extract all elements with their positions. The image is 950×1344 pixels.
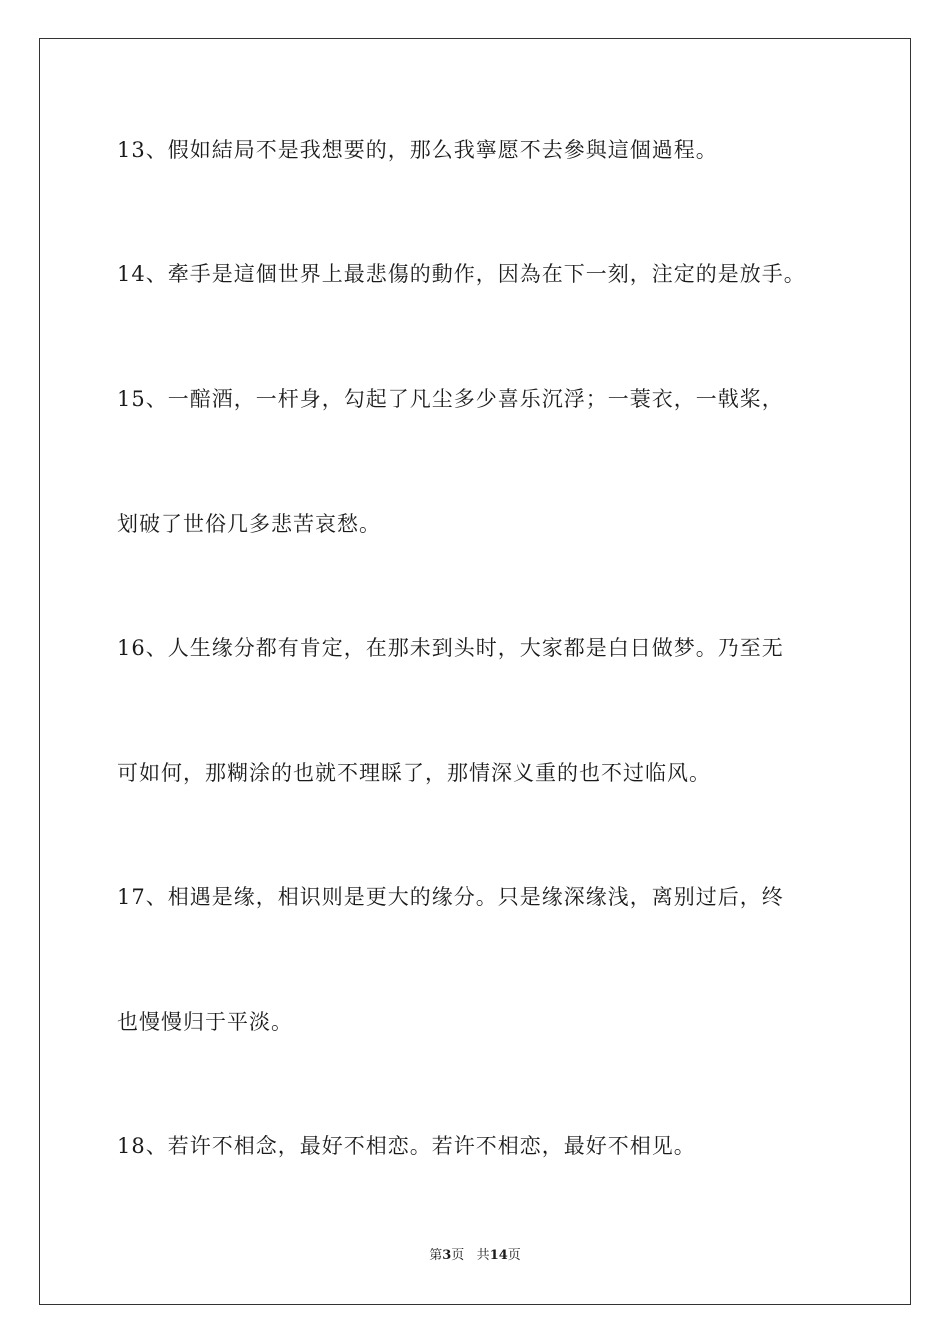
text-line-3: 15、一醅酒，一杆身，勾起了凡尘多少喜乐沉浮；一蓑衣，一戟桨， — [117, 387, 784, 411]
page-prefix: 第 — [429, 1248, 443, 1263]
text-line-2: 14、牽手是這個世界上最悲傷的動作，因為在下一刻，注定的是放手。 — [117, 262, 806, 286]
page-footer — [0, 1247, 950, 1265]
text-line-1: 13、假如結局不是我想要的，那么我寧愿不去參與這個過程。 — [117, 138, 718, 162]
total-pages: 14 — [489, 1248, 508, 1263]
text-line-6: 可如何，那糊涂的也就不理睬了，那情深义重的也不过临风。 — [117, 761, 711, 785]
text-line-8: 也慢慢归于平淡。 — [117, 1010, 293, 1034]
total-suffix: 页 — [507, 1248, 521, 1263]
page-number: 3 — [442, 1248, 452, 1263]
page-border — [39, 38, 911, 1305]
page-suffix: 页 — [451, 1248, 465, 1263]
text-line-5: 16、人生缘分都有肯定，在那未到头时，大家都是白日做梦。乃至无 — [117, 636, 784, 660]
text-line-4: 划破了世俗几多悲苦哀愁。 — [117, 512, 381, 536]
text-line-9: 18、若许不相念，最好不相恋。若许不相恋，最好不相见。 — [117, 1134, 696, 1158]
text-line-7: 17、相遇是缘，相识则是更大的缘分。只是缘深缘浅，离别过后，终 — [117, 885, 784, 909]
total-prefix: 共 — [476, 1248, 490, 1263]
